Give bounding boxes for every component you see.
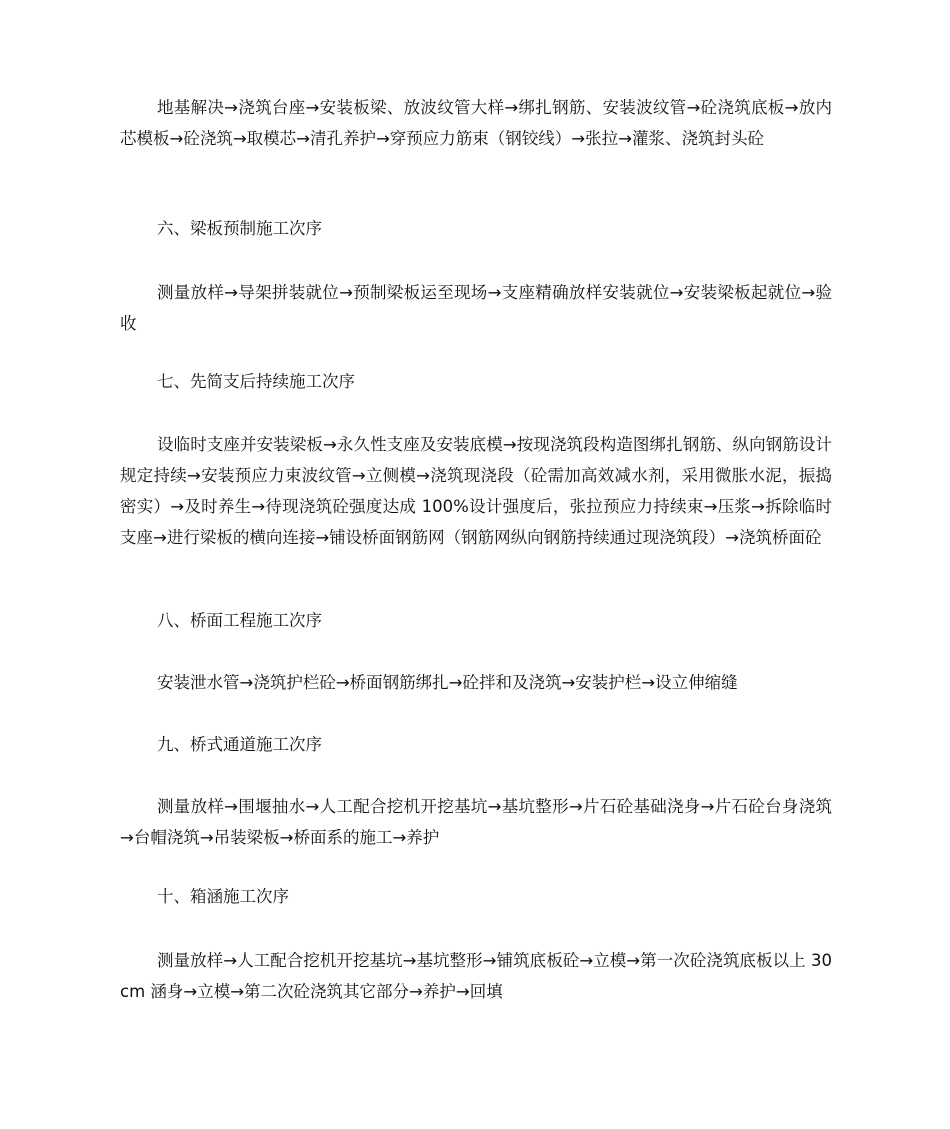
section-heading-10: 十、箱涵施工次序	[157, 887, 289, 906]
section-heading-6: 六、梁板预制施工次序	[157, 219, 322, 238]
section-body-7: 设临时支座并安装梁板→永久性支座及安装底模→按现浇筑段构造图绑扎钢筋、纵向钢筋设计规定持续→安装预应力束波纹管→立侧模→浇筑现浇段（砼需加高效减水剂，采用微胀水泥，振捣密实）→及时养生→待现浇筑砼强度达成 100%设计强度后，张拉预应力持续束→压浆→拆除临时支座→进行梁板的横向连接→铺设桥面钢筋网（钢筋网纵向钢筋持续通过现浇筑段）→浇筑桥面砼	[120, 435, 832, 547]
intro-paragraph: 地基解决→浇筑台座→安装板梁、放波纹管大样→绑扎钢筋、安装波纹管→砼浇筑底板→放内芯模板→砼浇筑→取模芯→清孔养护→穿预应力筋束（钢铰线）→张拉→灌浆、浇筑封头砼	[120, 98, 832, 148]
section-heading-8: 八、桥面工程施工次序	[157, 611, 322, 630]
section-heading-7: 七、先简支后持续施工次序	[157, 372, 355, 391]
section-body-10: 测量放样→人工配合挖机开挖基坑→基坑整形→铺筑底板砼→立模→第一次砼浇筑底板以上 30cm 涵身→立模→第二次砼浇筑其它部分→养护→回填	[120, 951, 832, 1001]
section-heading-9: 九、桥式通道施工次序	[157, 735, 322, 754]
section-body-9: 测量放样→围堰抽水→人工配合挖机开挖基坑→基坑整形→片石砼基础浇身→片石砼台身浇筑→台帽浇筑→吊装梁板→桥面系的施工→养护	[120, 797, 832, 847]
section-body-8: 安装泄水管→浇筑护栏砼→桥面钢筋绑扎→砼拌和及浇筑→安装护栏→设立伸缩缝	[157, 673, 738, 692]
section-body-6: 测量放样→导架拼装就位→预制梁板运至现场→支座精确放样安装就位→安装梁板起就位→验收	[120, 283, 832, 333]
